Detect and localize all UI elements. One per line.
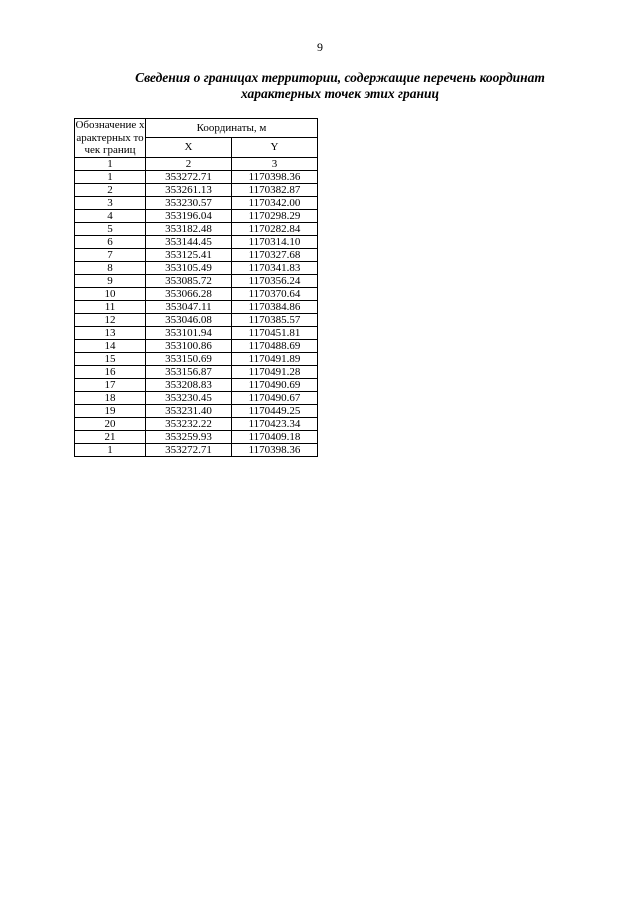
page-title [85, 70, 595, 102]
title-line-2: характерных точек этих границ [240, 86, 440, 101]
x-coordinate-cell: 353261.13 [146, 183, 232, 196]
table-row [75, 287, 318, 300]
point-id-cell: 6 [75, 235, 146, 248]
point-id-cell: 12 [75, 313, 146, 326]
table-row [75, 339, 318, 352]
point-id-cell: 1 [75, 170, 146, 183]
column-number: 1 [75, 157, 146, 170]
table-row [75, 222, 318, 235]
table-row [75, 300, 318, 313]
x-coordinate-cell: 353272.71 [146, 170, 232, 183]
y-coordinate-cell: 1170370.64 [232, 287, 318, 300]
point-id-cell: 3 [75, 196, 146, 209]
x-coordinate-cell: 353232.22 [146, 417, 232, 430]
table-row [75, 235, 318, 248]
y-coordinate-cell: 1170314.10 [232, 235, 318, 248]
y-coordinate-cell: 1170282.84 [232, 222, 318, 235]
point-id-cell: 4 [75, 209, 146, 222]
point-id-cell: 11 [75, 300, 146, 313]
point-id-cell: 17 [75, 378, 146, 391]
column-number: 2 [146, 157, 232, 170]
point-designation-header: Обозначение характерных точек границ [75, 119, 145, 156]
x-coordinate-cell: 353125.41 [146, 248, 232, 261]
y-coordinate-cell: 1170384.86 [232, 300, 318, 313]
x-coordinate-cell: 353144.45 [146, 235, 232, 248]
y-coordinate-cell: 1170491.28 [232, 365, 318, 378]
table-row [75, 248, 318, 261]
y-coordinate-cell: 1170490.67 [232, 391, 318, 404]
table-row [75, 391, 318, 404]
table-row [75, 430, 318, 443]
point-id-cell: 9 [75, 274, 146, 287]
table-row [75, 196, 318, 209]
x-coordinate-cell: 353259.93 [146, 430, 232, 443]
point-id-cell: 13 [75, 326, 146, 339]
table-row [75, 417, 318, 430]
table-row [75, 326, 318, 339]
table-row [75, 443, 318, 456]
x-coordinate-cell: 353272.71 [146, 443, 232, 456]
y-coordinate-cell: 1170398.36 [232, 443, 318, 456]
y-coordinate-cell: 1170382.87 [232, 183, 318, 196]
point-id-cell: 16 [75, 365, 146, 378]
y-coordinate-cell: 1170451.81 [232, 326, 318, 339]
x-coordinate-cell: 353066.28 [146, 287, 232, 300]
x-coordinate-cell: 353047.11 [146, 300, 232, 313]
table-row [75, 261, 318, 274]
point-id-cell: 21 [75, 430, 146, 443]
point-id-cell: 7 [75, 248, 146, 261]
coordinates-header: Координаты, м [146, 119, 318, 138]
table-row [75, 313, 318, 326]
x-coordinate-cell: 353101.94 [146, 326, 232, 339]
table-row [75, 352, 318, 365]
y-coordinate-cell: 1170423.34 [232, 417, 318, 430]
x-coordinate-cell: 353196.04 [146, 209, 232, 222]
x-header: X [146, 138, 232, 157]
title-line-1: Сведения о границах территории, содержащие перечень координат [135, 70, 545, 85]
y-coordinate-cell: 1170341.83 [232, 261, 318, 274]
y-header: Y [232, 138, 318, 157]
x-coordinate-cell: 353182.48 [146, 222, 232, 235]
y-coordinate-cell: 1170327.68 [232, 248, 318, 261]
column-number: 3 [232, 157, 318, 170]
table-row [75, 378, 318, 391]
x-coordinate-cell: 353156.87 [146, 365, 232, 378]
y-coordinate-cell: 1170491.89 [232, 352, 318, 365]
page-number: 9 [317, 40, 323, 54]
x-coordinate-cell: 353105.49 [146, 261, 232, 274]
y-coordinate-cell: 1170298.29 [232, 209, 318, 222]
y-coordinate-cell: 1170385.57 [232, 313, 318, 326]
table-row [75, 274, 318, 287]
column-number-row [75, 157, 318, 170]
point-id-cell: 5 [75, 222, 146, 235]
table-row [75, 183, 318, 196]
point-id-cell: 10 [75, 287, 146, 300]
point-id-cell: 18 [75, 391, 146, 404]
point-id-cell: 15 [75, 352, 146, 365]
table-row [75, 209, 318, 222]
point-id-cell: 2 [75, 183, 146, 196]
point-id-cell: 14 [75, 339, 146, 352]
x-coordinate-cell: 353208.83 [146, 378, 232, 391]
point-id-cell: 20 [75, 417, 146, 430]
y-coordinate-cell: 1170449.25 [232, 404, 318, 417]
y-coordinate-cell: 1170488.69 [232, 339, 318, 352]
table-row [75, 404, 318, 417]
x-coordinate-cell: 353100.86 [146, 339, 232, 352]
point-id-cell: 8 [75, 261, 146, 274]
y-coordinate-cell: 1170356.24 [232, 274, 318, 287]
y-coordinate-cell: 1170342.00 [232, 196, 318, 209]
table-row [75, 365, 318, 378]
table-row [75, 170, 318, 183]
x-coordinate-cell: 353230.45 [146, 391, 232, 404]
x-coordinate-cell: 353046.08 [146, 313, 232, 326]
x-coordinate-cell: 353150.69 [146, 352, 232, 365]
x-coordinate-cell: 353231.40 [146, 404, 232, 417]
x-coordinate-cell: 353230.57 [146, 196, 232, 209]
point-id-cell: 1 [75, 443, 146, 456]
y-coordinate-cell: 1170490.69 [232, 378, 318, 391]
y-coordinate-cell: 1170398.36 [232, 170, 318, 183]
coordinates-body [75, 170, 318, 456]
point-id-cell: 19 [75, 404, 146, 417]
coordinates-table [74, 118, 318, 457]
x-coordinate-cell: 353085.72 [146, 274, 232, 287]
y-coordinate-cell: 1170409.18 [232, 430, 318, 443]
